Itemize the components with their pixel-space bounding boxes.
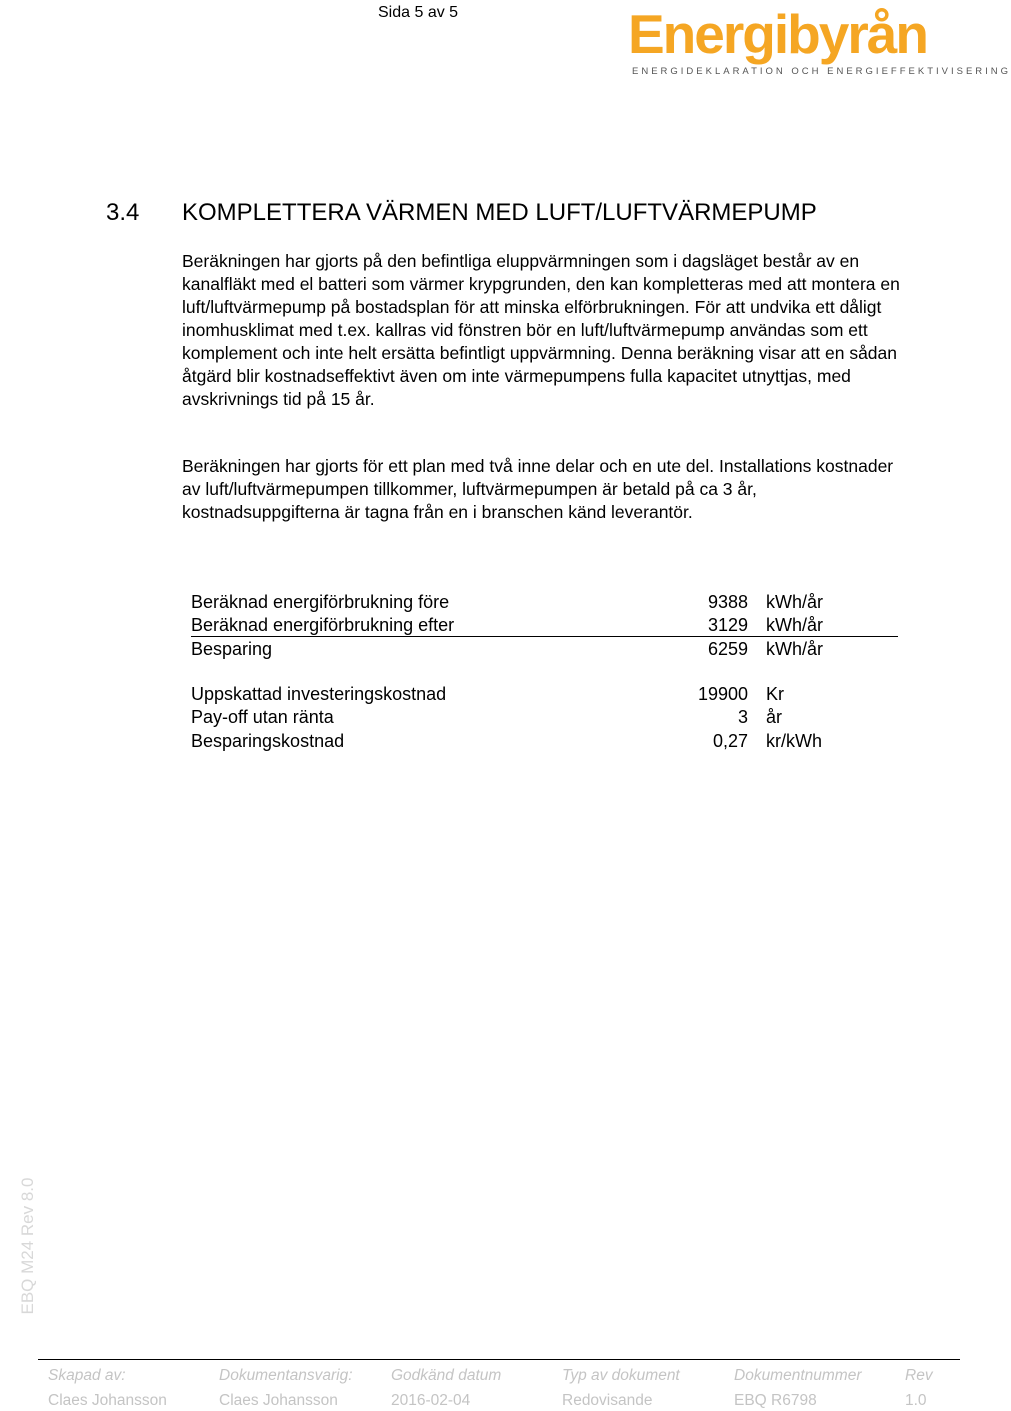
- footer-value-responsible: Claes Johansson: [219, 1392, 338, 1409]
- footer-header-document-number: Dokumentnummer: [734, 1367, 862, 1384]
- row-unit: kWh/år: [766, 592, 824, 612]
- table-row: [191, 591, 898, 614]
- footer-divider: [38, 1359, 960, 1360]
- row-label: Besparing: [191, 638, 273, 659]
- paragraph-description: Beräkningen har gjorts på den befintliga eluppvärmningen som i dagsläget består av en kanalfläkt med el batteri som värmer krypgrunden, den kan kompletteras med att montera en luft/luftvärmepump på bostadsplan för att minska elförbrukningen. För att undvika ett dåligt inomhusklimat med t.ex. kallras vid fönstren bör en luft/luftvärmepump användas som ett komplement och inte helt ersätta befintligt uppvärmning. Denna beräkning visar att en sådan åtgärd blir kostnadseffektivt även om inte värmepumpens fulla kapacitet utnyttjas, med avskrivnings tid på 15 år.: [182, 251, 900, 409]
- footer-value-approved-date: 2016-02-04: [391, 1392, 471, 1409]
- paragraph-installation: Beräkningen har gjorts för ett plan med två inne delar och en ute del. Installations kostnader av luft/luftvärmepumpen tillkommer, luftvärmepumpen är betald på ca 3 år, kostnadsuppgifterna är tagna från en i branschen känd leverantör.: [182, 456, 894, 522]
- cost-table: [191, 683, 898, 753]
- row-label: Pay-off utan ränta: [191, 707, 334, 728]
- row-unit: kr/kWh: [766, 730, 822, 751]
- row-value: 3129: [707, 615, 748, 636]
- row-unit: kWh/år: [766, 615, 824, 636]
- footer-header-responsible: Dokumentansvarig:: [219, 1367, 353, 1384]
- row-value: 6259: [707, 638, 748, 659]
- footer-value-rev: 1.0: [905, 1392, 927, 1409]
- section-heading: [106, 199, 817, 227]
- row-label: Beräknad energiförbrukning före: [191, 592, 450, 612]
- table-divider: [191, 636, 898, 637]
- row-unit: år: [766, 707, 783, 728]
- section-number: 3.4: [106, 199, 140, 226]
- footer-header-approved-date: Godkänd datum: [391, 1367, 502, 1384]
- logo-wordmark: Energibyrån: [628, 3, 927, 65]
- footer-header-document-type: Typ av dokument: [562, 1367, 680, 1384]
- row-value: 19900: [697, 684, 748, 704]
- row-value: 3: [737, 707, 748, 728]
- table-row: [191, 683, 898, 706]
- table-row: [191, 730, 898, 753]
- footer-header-rev: Rev: [905, 1367, 933, 1384]
- row-value: 0,27: [712, 730, 748, 751]
- logo-tagline: ENERGIDEKLARATION OCH ENERGIEFFEKTIVISERING: [632, 66, 1011, 77]
- table-row: [191, 706, 898, 729]
- footer-value-created-by: Claes Johansson: [48, 1392, 167, 1409]
- page-number: Sida 5 av 5: [378, 4, 459, 21]
- row-value: 9388: [707, 592, 748, 612]
- row-label: Uppskattad investeringskostnad: [191, 684, 447, 704]
- energy-table: [191, 591, 898, 661]
- table-row: [191, 614, 898, 637]
- footer-value-document-number: EBQ R6798: [734, 1392, 817, 1409]
- row-unit: kWh/år: [766, 638, 824, 659]
- row-unit: Kr: [766, 684, 784, 704]
- footer-value-document-type: Redovisande: [562, 1392, 653, 1409]
- footer-header-created-by: Skapad av:: [48, 1367, 126, 1384]
- row-label: Besparingskostnad: [191, 730, 345, 751]
- table-row: [191, 638, 898, 661]
- document-revision-tag: EBQ M24 Rev 8.0: [18, 1177, 37, 1315]
- section-title: KOMPLETTERA VÄRMEN MED LUFT/LUFTVÄRMEPUMP: [182, 199, 817, 226]
- energibyran-logo: [628, 2, 1011, 78]
- row-label: Beräknad energiförbrukning efter: [191, 615, 455, 636]
